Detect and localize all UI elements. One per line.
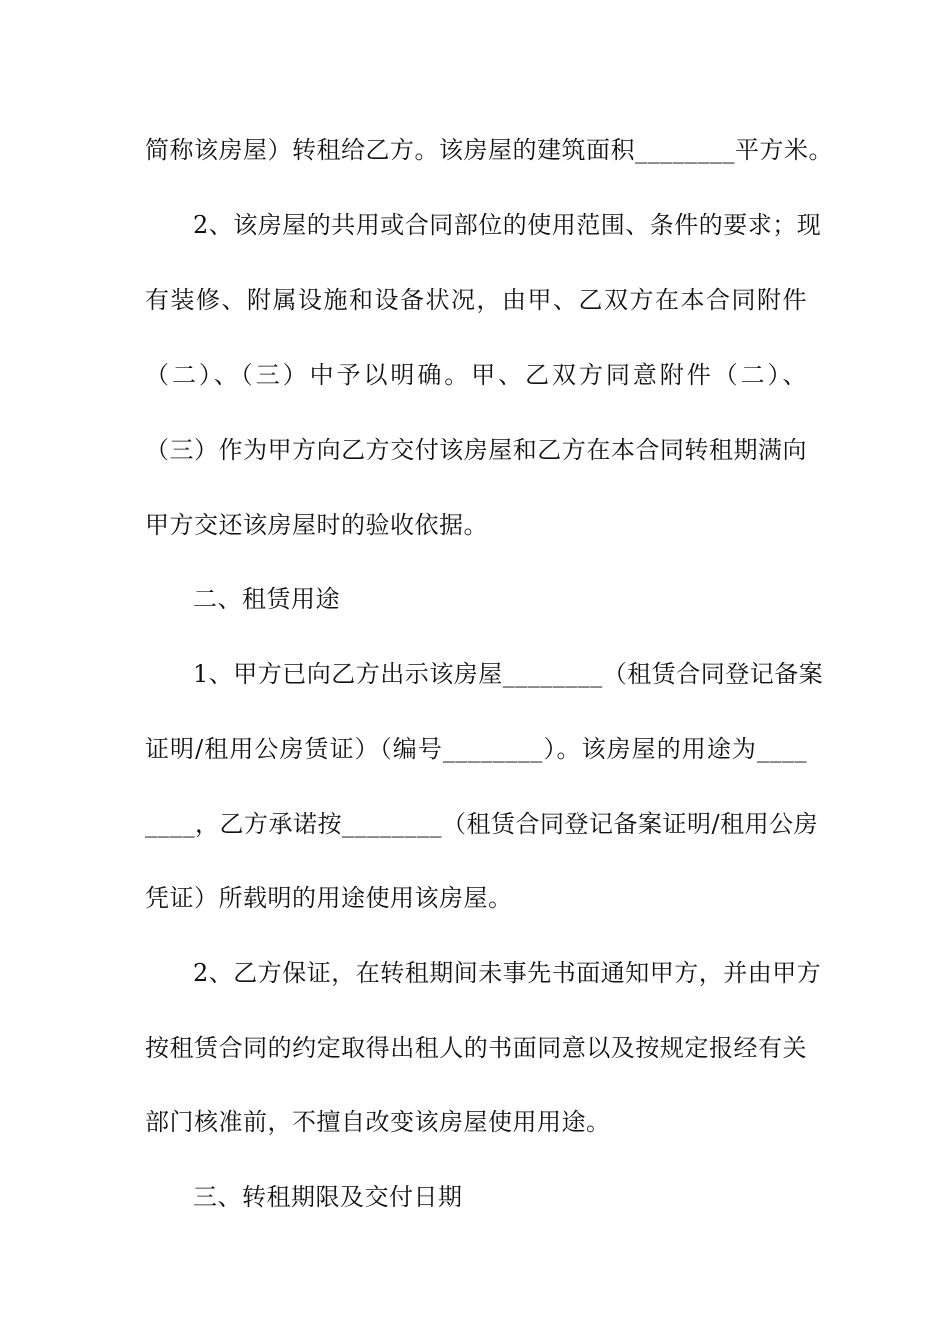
text-line-9: 证明/租用公房赁证）（编号________）。该房屋的用途为____ xyxy=(145,735,807,763)
text-line-4: （二）、（三）中予以明确。甲、乙双方同意附件（二）、 xyxy=(145,361,807,389)
text-line-3: 有装修、附属设施和设备状况，由甲、乙双方在本合同附件 xyxy=(145,286,807,314)
text-line-11: 凭证）所载明的用途使用该房屋。 xyxy=(145,884,513,912)
section-heading-2: 二、租赁用途 xyxy=(193,585,340,613)
text-line-12: 2、乙方保证，在转租期间未事先书面通知甲方，并由甲方 xyxy=(193,959,822,987)
text-line-13: 按租赁合同的约定取得出租人的书面同意以及按规定报经有关 xyxy=(145,1034,807,1062)
text-line-8: 1、甲方已向乙方出示该房屋________（租赁合同登记备案 xyxy=(193,660,824,688)
section-heading-3: 三、转租期限及交付日期 xyxy=(193,1183,463,1211)
text-line-1: 简称该房屋）转租给乙方。该房屋的建筑面积________平方米。 xyxy=(145,136,833,164)
text-line-14: 部门核准前，不擅自改变该房屋使用用途。 xyxy=(145,1108,611,1136)
text-line-5: （三）作为甲方向乙方交付该房屋和乙方在本合同转租期满向 xyxy=(145,436,807,464)
text-line-2: 2、该房屋的共用或合同部位的使用范围、条件的要求；现 xyxy=(193,211,822,239)
text-line-6: 甲方交还该房屋时的验收依据。 xyxy=(145,511,488,539)
text-line-10: ____，乙方承诺按________（租赁合同登记备案证明/租用公房 xyxy=(145,810,819,838)
